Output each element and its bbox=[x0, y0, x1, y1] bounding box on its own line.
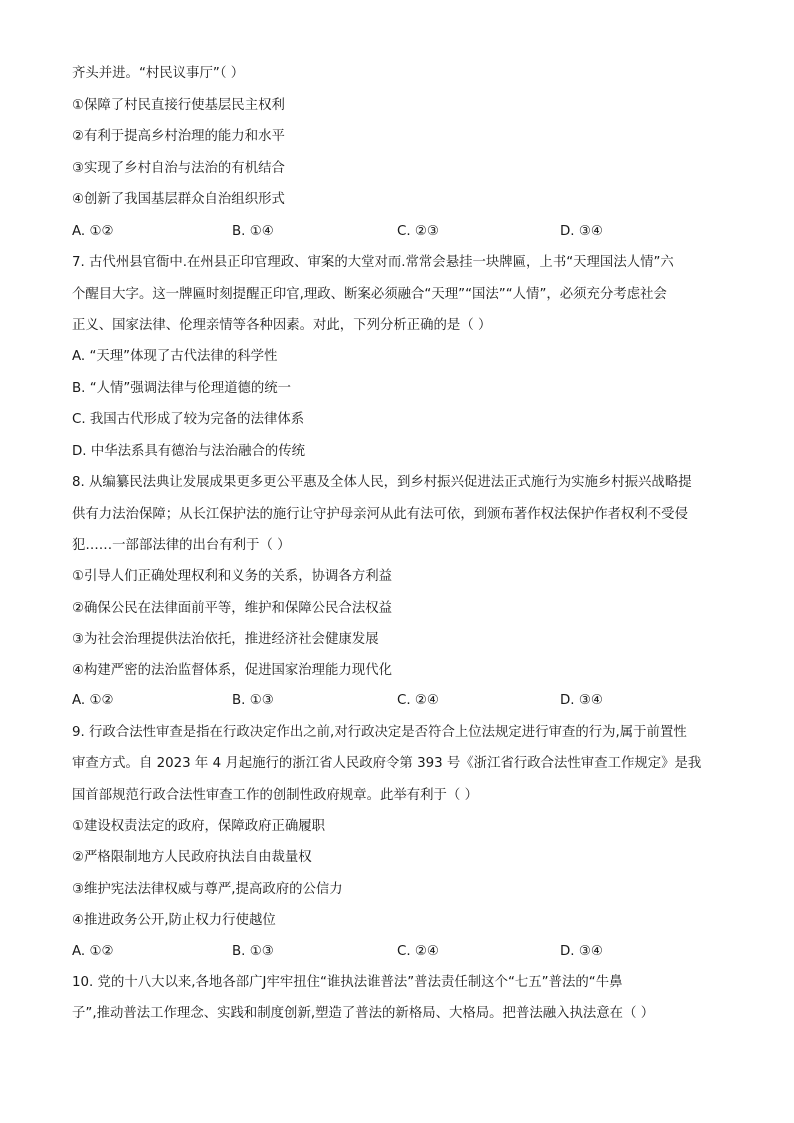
q8-option-a: A. ①② bbox=[72, 693, 114, 708]
q9-statement-4: ④推进政务公开,防止权力行使越位 bbox=[72, 913, 276, 928]
q9-stem-line-2: 审查方式。自 2023 年 4 月起施行的浙江省人民政府令第 393 号《浙江省行政合法性审查工作规定》是我 bbox=[72, 756, 702, 771]
q6-option-c: C. ②③ bbox=[397, 224, 439, 239]
q7-stem-line-3: 正义、国家法律、伦理亲情等各种因素。对此，下列分析正确的是（ ） bbox=[72, 318, 492, 333]
q7-option-d: D. 中华法系具有德治与法治融合的传统 bbox=[72, 444, 306, 459]
q8-option-d: D. ③④ bbox=[560, 693, 603, 708]
q7-stem-line-1: 7. 古代州县官衙中.在州县正印官理政、审案的大堂对而.常常会悬挂一块牌匾，上书“天理国法人情”六 bbox=[72, 255, 674, 270]
q6-statement-1: ①保障了村民直接行使基层民主权利 bbox=[72, 98, 285, 113]
q9-statement-1: ①建设权责法定的政府，保障政府正确履职 bbox=[72, 819, 326, 834]
q9-option-b: B. ①③ bbox=[232, 944, 274, 959]
q9-option-c: C. ②④ bbox=[397, 944, 439, 959]
q6-statement-2: ②有利于提高乡村治理的能力和水平 bbox=[72, 129, 285, 144]
q7-stem-line-2: 个醒目大字。这一牌匾时刻提醒正印官,理政、断案必须融合“天理”“国法”“人情”，必须充分考虑社会 bbox=[72, 287, 667, 302]
q9-option-a: A. ①② bbox=[72, 944, 114, 959]
q8-option-c: C. ②④ bbox=[397, 693, 439, 708]
q6-statement-3: ③实现了乡村自治与法治的有机结合 bbox=[72, 161, 285, 176]
q6-option-a: A. ①② bbox=[72, 224, 114, 239]
q7-option-c: C. 我国古代形成了较为完备的法律体系 bbox=[72, 412, 305, 427]
q8-stem-line-2: 供有力法治保障；从长江保护法的施行让守护母亲河从此有法可依，到颁布著作权法保护作者权利不受侵 bbox=[72, 507, 688, 522]
q6-stem-line-1: 齐头并进。“村民议事厅”（ ） bbox=[72, 66, 245, 81]
q6-option-b: B. ①④ bbox=[232, 224, 274, 239]
q7-option-a: A. “天理”体现了古代法律的科学性 bbox=[72, 349, 278, 364]
q8-statement-2: ②确保公民在法律面前平等，维护和保障公民合法权益 bbox=[72, 601, 392, 616]
q8-statement-3: ③为社会治理提供法治依托，推进经济社会健康发展 bbox=[72, 632, 379, 647]
q9-statement-3: ③维护宪法法律权威与尊严,提高政府的公信力 bbox=[72, 882, 343, 897]
q9-stem-line-3: 国首部规范行政合法性审查工作的创制性政府规章。此举有利于（ ） bbox=[72, 788, 478, 803]
q6-statement-4: ④创新了我国基层群众自治组织形式 bbox=[72, 192, 285, 207]
q6-option-d: D. ③④ bbox=[560, 224, 603, 239]
q7-option-b: B. “人情”强调法律与伦理道德的统一 bbox=[72, 381, 292, 396]
q8-statement-1: ①引导人们正确处理权利和义务的关系，协调各方利益 bbox=[72, 569, 392, 584]
q9-stem-line-1: 9. 行政合法性审查是指在行政决定作出之前,对行政决定是否符合上位法规定进行审查的行为,属于前置性 bbox=[72, 725, 687, 740]
q6-options bbox=[72, 222, 732, 242]
q8-option-b: B. ①③ bbox=[232, 693, 274, 708]
q8-stem-line-3: 犯……一部部法律的出台有利于（ ） bbox=[72, 538, 291, 553]
q10-stem-line-2: 子”,推动普法工作理念、实践和制度创新,塑造了普法的新格局、大格局。把普法融入执法意在（ ） bbox=[72, 1006, 655, 1021]
q10-stem-line-1: 10. 党的十八大以来,各地各部广J牢牢扭住“谁执法谁普法”普法责任制这个“七五”普法的“牛鼻 bbox=[72, 975, 623, 990]
q9-options bbox=[72, 942, 732, 962]
q9-statement-2: ②严格限制地方人民政府执法自由裁量权 bbox=[72, 850, 312, 865]
q8-stem-line-1: 8. 从编纂民法典让发展成果更多更公平惠及全体人民，到乡村振兴促进法正式施行为实施乡村振兴战略提 bbox=[72, 475, 692, 490]
q8-options bbox=[72, 691, 732, 711]
q9-option-d: D. ③④ bbox=[560, 944, 603, 959]
q8-statement-4: ④构建严密的法治监督体系，促进国家治理能力现代化 bbox=[72, 663, 392, 678]
